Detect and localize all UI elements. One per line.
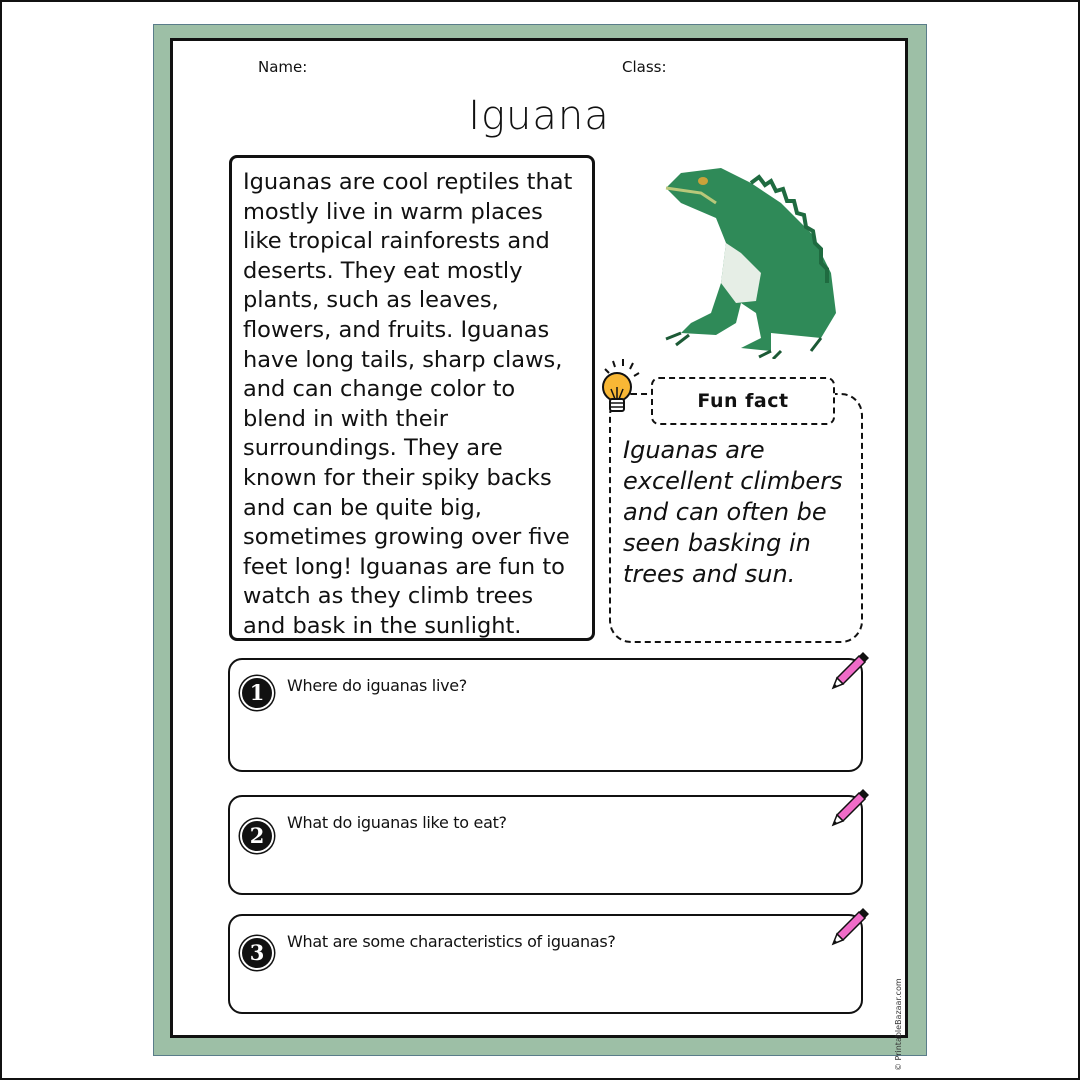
reading-passage: Iguanas are cool reptiles that mostly live in warm places like tropical rainforests and deserts. They eat mostly plants, such as leaves, flowers, and fruits. Iguanas have long tails, sharp claws, and can change color to blend in with their surroundings. They are known for their spiky backs and can be quite big, sometimes growing over five feet long! Iguanas are fun to watch as they climb trees and bask in the sunlight.: [229, 155, 595, 641]
pencil-icon: [825, 648, 873, 696]
question-text-2: What do iguanas like to eat?: [287, 813, 507, 832]
fun-fact-text: Iguanas are excellent climbers and can often be seen basking in trees and sun.: [623, 436, 843, 588]
question-number-3: 3: [240, 936, 274, 970]
credit-text: © PrintableBazaar.com: [894, 978, 903, 1071]
question-box-1[interactable]: [228, 658, 863, 772]
lightbulb-icon: [595, 359, 643, 421]
question-number-2: 2: [240, 819, 274, 853]
question-text-1: Where do iguanas live?: [287, 676, 468, 695]
name-label: Name:: [258, 58, 308, 76]
pencil-icon: [825, 785, 873, 833]
question-box-3[interactable]: [228, 914, 863, 1014]
question-number-1: 1: [240, 676, 274, 710]
page-title: Iguana: [468, 93, 610, 139]
class-label: Class:: [622, 58, 667, 76]
fun-fact-label: Fun fact: [651, 377, 835, 425]
question-box-2[interactable]: [228, 795, 863, 895]
question-text-3: What are some characteristics of iguanas?: [287, 932, 616, 951]
pencil-icon: [825, 904, 873, 952]
worksheet-page: [170, 38, 908, 1071]
copyright-credit: [894, 961, 904, 1071]
iguana-illustration: [661, 163, 851, 359]
